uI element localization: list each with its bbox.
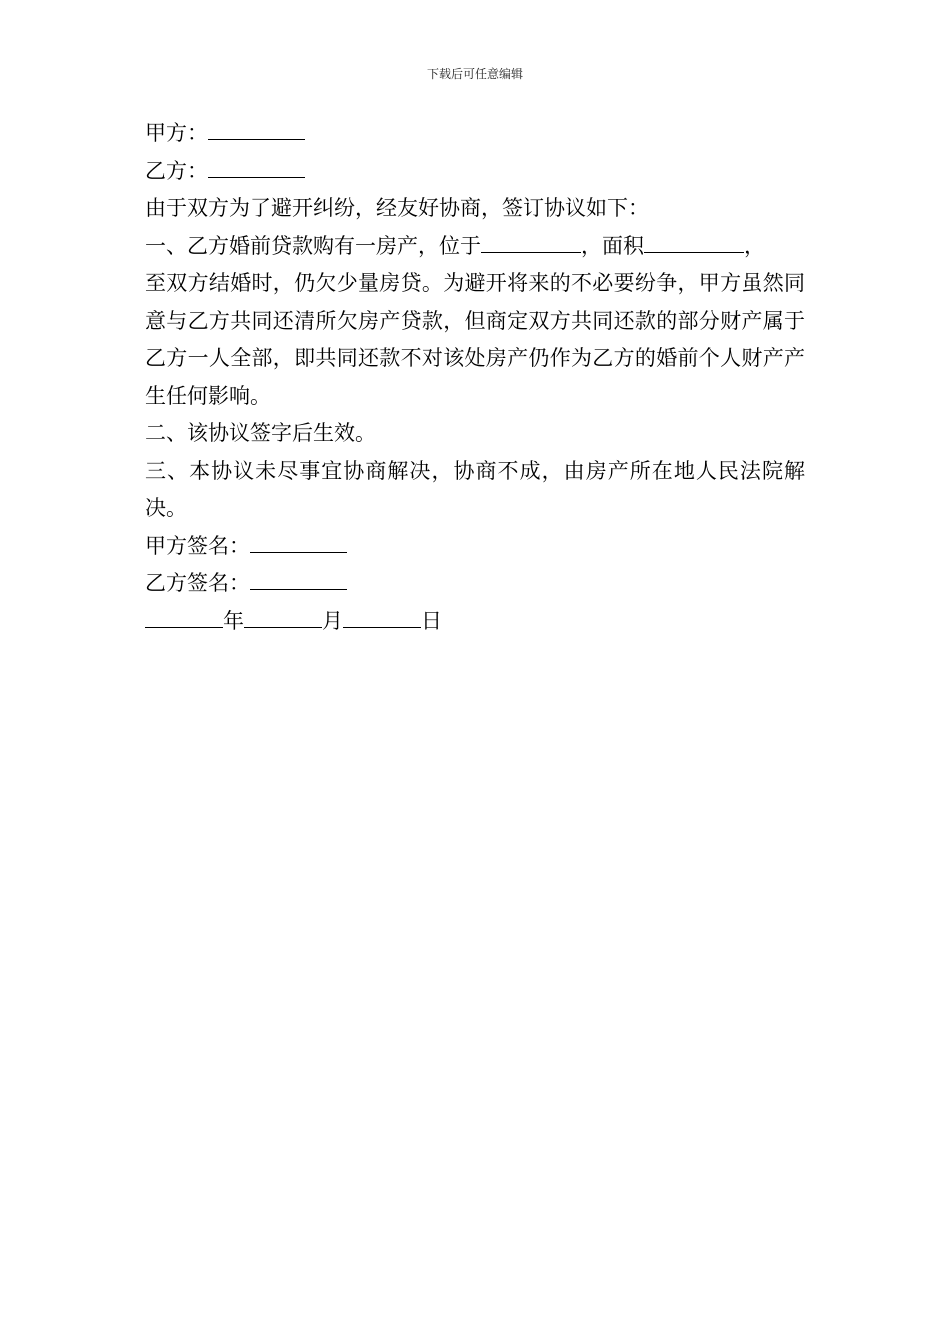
sign-b-line: [145, 565, 805, 603]
party-b-blank[interactable]: [208, 157, 305, 178]
area-blank[interactable]: [644, 232, 744, 253]
clause-1-text-c: ，: [744, 233, 765, 258]
party-a-label: 甲方：: [145, 121, 208, 145]
month-blank[interactable]: [244, 607, 322, 628]
year-blank[interactable]: [145, 607, 223, 628]
party-a-blank[interactable]: [208, 119, 305, 140]
sign-b-blank[interactable]: [250, 569, 347, 590]
intro-paragraph: 由于双方为了避开纠纷，经友好协商，签订协议如下：: [145, 196, 649, 220]
location-blank[interactable]: [481, 232, 581, 253]
sign-a-label: 甲方签名：: [145, 533, 250, 558]
sign-a-line: [145, 528, 805, 566]
day-blank[interactable]: [343, 607, 421, 628]
agreement-body: [145, 115, 805, 640]
clause-1-text-b: ，面积: [581, 233, 644, 258]
clause-1-text-a: 一、乙方婚前贷款购有一房产，位于: [145, 233, 481, 258]
year-label: 年: [223, 608, 244, 633]
sign-b-label: 乙方签名：: [145, 571, 250, 595]
sign-a-blank[interactable]: [250, 532, 347, 553]
clause-1-body: 至双方结婚时，仍欠少量房贷。为避开将来的不必要纷争，甲方虽然同意与乙方共同还清所欠房产贷款，但商定双方共同还款的部分财产属于乙方一人全部，即共同还款不对该处房产仍作为乙方的婚前个人财产产生任何影响。: [145, 271, 805, 408]
party-b-label: 乙方：: [145, 158, 208, 183]
clause-1-first-line: [145, 228, 805, 266]
clause-2: 二、该协议签字后生效。: [145, 421, 376, 445]
clause-3: 三、本协议未尽事宜协商解决，协商不成，由房产所在地人民法院解决。: [145, 458, 805, 520]
page-header: 下载后可任意编辑: [426, 67, 523, 81]
month-label: 月: [322, 608, 343, 633]
day-label: 日: [421, 608, 442, 633]
date-line: [145, 603, 805, 641]
party-b-line: [145, 153, 805, 191]
party-a-line: [145, 115, 805, 153]
